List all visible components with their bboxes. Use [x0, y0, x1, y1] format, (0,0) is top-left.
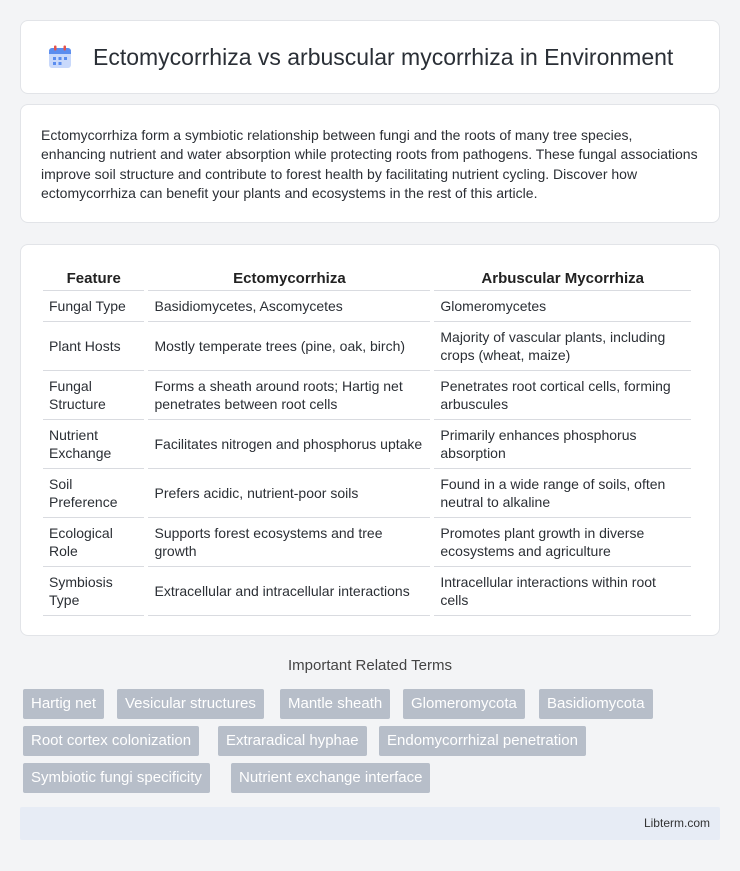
tag-extraradical-hyphae[interactable]: Extraradical hyphae: [218, 726, 367, 756]
tag-hartig-net[interactable]: Hartig net: [23, 689, 104, 719]
page-title: Ectomycorrhiza vs arbuscular mycorrhiza in Environment: [93, 43, 674, 70]
arbuscular-cell: Majority of vascular plants, including crops (wheat, maize): [434, 322, 691, 371]
footer: [20, 807, 720, 840]
ecto-cell: Facilitates nitrogen and phosphorus uptake: [148, 420, 430, 469]
footer-site-link[interactable]: Libterm.com: [643, 816, 710, 830]
table-row: [43, 518, 691, 567]
ecto-cell: Forms a sheath around roots; Hartig net penetrates between root cells: [148, 371, 430, 420]
table-row: [43, 567, 691, 616]
tag-basidiomycota[interactable]: Basidiomycota: [539, 689, 653, 719]
header-card: [20, 20, 720, 94]
tag-vesicular-structures[interactable]: Vesicular structures: [117, 689, 264, 719]
ecto-cell: Supports forest ecosystems and tree growth: [148, 518, 430, 567]
feature-cell: Fungal Structure: [43, 371, 144, 420]
table-row: [43, 371, 691, 420]
ecto-cell: Extracellular and intracellular interactions: [148, 567, 430, 616]
comparison-table-card: [20, 244, 720, 636]
feature-cell: Soil Preference: [43, 469, 144, 518]
tag-symbiotic-fungi-specificity[interactable]: Symbiotic fungi specificity: [23, 763, 210, 793]
header-arbuscular: Arbuscular Mycorrhiza: [434, 263, 691, 291]
ecto-cell: Mostly temperate trees (pine, oak, birch): [148, 322, 430, 371]
intro-card: [20, 104, 720, 223]
arbuscular-cell: Promotes plant growth in diverse ecosystems and agriculture: [434, 518, 691, 567]
feature-cell: Ecological Role: [43, 518, 144, 567]
intro-paragraph: Ectomycorrhiza form a symbiotic relationship between fungi and the roots of many tree species, enhancing nutrient and water absorption while protecting roots from pathogens. These fungal associations improve soil structure and contribute to forest health by facilitating nutrient cycling. Discover how ectomycorrhiza can benefit your plants and ecosystems in the rest of this article.: [41, 127, 698, 202]
related-terms-title: Important Related Terms: [288, 657, 452, 674]
table-header-row: [43, 263, 691, 291]
feature-cell: Plant Hosts: [43, 322, 144, 371]
table-row: [43, 291, 691, 322]
ecto-cell: Basidiomycetes, Ascomycetes: [148, 291, 430, 322]
header-feature: Feature: [43, 263, 144, 291]
tag-nutrient-exchange-interface[interactable]: Nutrient exchange interface: [231, 763, 430, 793]
arbuscular-cell: Penetrates root cortical cells, forming arbuscules: [434, 371, 691, 420]
feature-cell: Symbiosis Type: [43, 567, 144, 616]
arbuscular-cell: Primarily enhances phosphorus absorption: [434, 420, 691, 469]
table-row: [43, 469, 691, 518]
tag-endomycorrhizal-penetration[interactable]: Endomycorrhizal penetration: [379, 726, 586, 756]
arbuscular-cell: Found in a wide range of soils, often neutral to alkaline: [434, 469, 691, 518]
calendar-icon: [47, 44, 73, 70]
arbuscular-cell: Intracellular interactions within root cells: [434, 567, 691, 616]
header-ectomycorrhiza: Ectomycorrhiza: [148, 263, 430, 291]
tag-glomeromycota[interactable]: Glomeromycota: [403, 689, 525, 719]
feature-cell: Fungal Type: [43, 291, 144, 322]
tag-mantle-sheath[interactable]: Mantle sheath: [280, 689, 390, 719]
feature-cell: Nutrient Exchange: [43, 420, 144, 469]
ecto-cell: Prefers acidic, nutrient-poor soils: [148, 469, 430, 518]
arbuscular-cell: Glomeromycetes: [434, 291, 691, 322]
table-row: [43, 322, 691, 371]
tag-root-cortex-colonization[interactable]: Root cortex colonization: [23, 726, 199, 756]
comparison-table: [39, 263, 695, 616]
table-row: [43, 420, 691, 469]
